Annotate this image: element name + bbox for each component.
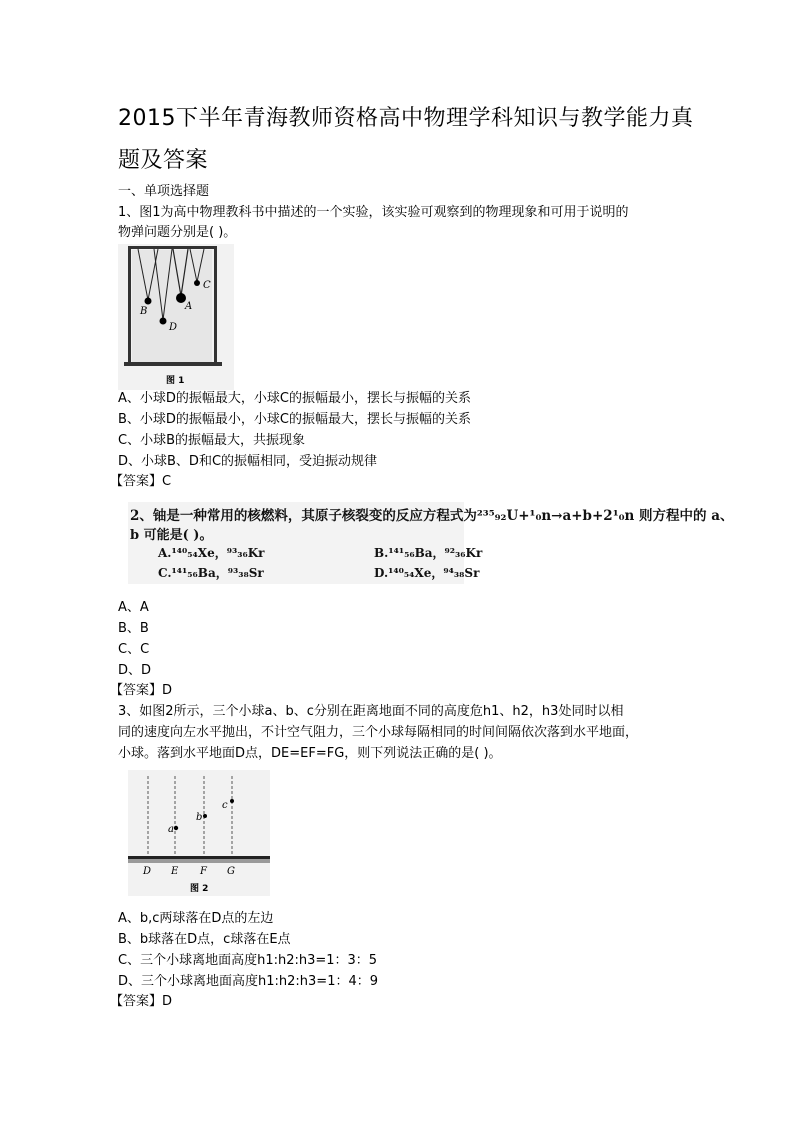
q1-ball-label-c: C: [203, 280, 211, 291]
q3-stem-line-1: 3、如图2所示，三个小球a、b、c分别在距离地面不同的高度危h1、h2，h3处同时以相: [118, 704, 624, 719]
document-title-line-1: 2015下半年青海教师资格高中物理学科知识与教学能力真: [118, 106, 694, 131]
q1-ball-label-b: B: [140, 306, 148, 317]
q1-figure-caption: 图 1: [166, 376, 185, 386]
q2-option-c: C、C: [118, 642, 150, 657]
q3-option-c: C、三个小球离地面高度h1:h2:h3=1：3：5: [118, 953, 378, 968]
q3-stem-line-2: 同的速度向左水平抛出，不计空气阻力，三个小球每隔相同的时间间隔依次落到水平地面，: [118, 725, 639, 740]
q3-ground-label-g: G: [227, 866, 235, 877]
q1-option-a: A、小球D的振幅最大，小球C的振幅最小，摆长与振幅的关系: [118, 391, 471, 406]
document-title-line-2: 题及答案: [118, 148, 209, 173]
q3-figure-caption: 图 2: [190, 884, 209, 894]
q2-option-d: D、D: [118, 663, 152, 678]
q2-image-option-d: D.¹⁴⁰₅₄Xe，⁹⁴₃₈Sr: [374, 566, 480, 580]
q2-scanned-image: [128, 502, 734, 584]
q3-ball-label-b: b: [196, 812, 203, 823]
q3-ball-label-c: c: [222, 800, 228, 811]
q1-answer: 【答案】C: [110, 474, 172, 489]
section-heading: 一、单项选择题: [118, 184, 210, 199]
q2-image-option-b: B.¹⁴¹₅₆Ba，⁹²₃₆Kr: [374, 546, 483, 560]
q2-option-a: A、A: [118, 600, 149, 615]
q2-image-line-1: 2、铀是一种常用的核燃料，其原子核裂变的反应方程式为²³⁵₉₂U+¹₀n→a+b+2¹₀n 则方程中的 a、: [130, 508, 734, 524]
q3-figure: [128, 770, 270, 896]
q1-stem-line-2: 物弹问题分别是( )。: [118, 225, 237, 240]
q2-option-b: B、B: [118, 621, 149, 636]
q3-answer: 【答案】D: [110, 994, 173, 1009]
q2-image-line-2: b 可能是( )。: [130, 528, 213, 543]
q3-ground-label-f: F: [200, 866, 207, 877]
q3-ground-label-d: D: [143, 866, 152, 877]
q1-option-d: D、小球B、D和C的振幅相同，受迫振动规律: [118, 454, 378, 469]
q3-option-d: D、三个小球离地面高度h1:h2:h3=1：4：9: [118, 974, 379, 989]
q1-figure: [118, 244, 234, 390]
q2-answer: 【答案】D: [110, 683, 173, 698]
q1-ball-label-a: A: [185, 301, 193, 312]
q2-image-option-c: C.¹⁴¹₅₆Ba，⁹³₃₈Sr: [158, 566, 264, 580]
q3-ground-label-e: E: [171, 866, 179, 877]
q1-stem-line-1: 1、图1为高中物理教科书中描述的一个实验，该实验可观察到的物理现象和可用于说明的: [118, 205, 629, 220]
q3-stem-line-3: 小球。落到水平地面D点，DE=EF=FG，则下列说法正确的是( )。: [118, 746, 502, 761]
q2-image-option-a: A.¹⁴⁰₅₄Xe，⁹³₃₆Kr: [158, 546, 265, 560]
q1-ball-label-d: D: [169, 322, 178, 333]
q3-option-a: A、b,c两球落在D点的左边: [118, 911, 274, 926]
q1-option-b: B、小球D的振幅最小，小球C的振幅最大，摆长与振幅的关系: [118, 412, 472, 427]
q3-option-b: B、b球落在D点，c球落在E点: [118, 932, 291, 947]
q1-option-c: C、小球B的振幅最大，共振现象: [118, 433, 305, 448]
q3-ball-label-a: a: [168, 824, 174, 835]
